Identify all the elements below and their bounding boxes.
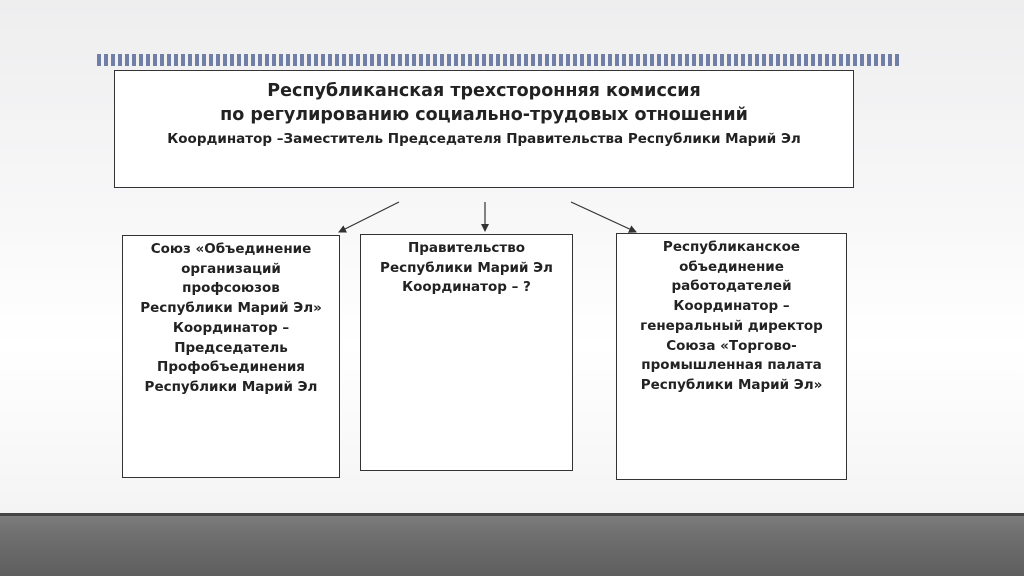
trade-unions-box	[122, 235, 340, 478]
government-line: Координатор – ?	[402, 279, 531, 296]
employers-line: объединение	[679, 258, 784, 275]
floor-edge	[0, 513, 1024, 516]
government-line: Правительство	[407, 240, 526, 256]
arrow-to-left	[339, 202, 399, 232]
employers-line: генеральный директор	[640, 317, 823, 334]
trade-unions-line: Председатель	[174, 339, 288, 356]
employers-line: Республики Марий Эл»	[640, 376, 823, 393]
employers-box	[616, 233, 847, 480]
employers-line: Координатор –	[673, 298, 790, 315]
employers-line: Союза «Торгово-	[666, 337, 797, 354]
trade-unions-line: профсоюзов	[182, 280, 280, 297]
trade-unions-line: Республики Марий Эл»	[140, 300, 322, 317]
trade-unions-line: организаций	[181, 260, 281, 277]
commission-title-line-1: Республиканская трехсторонняя комиссия	[267, 81, 701, 101]
trade-unions-line: Союз «Объединение	[150, 241, 312, 257]
employers-line: работодателей	[671, 278, 792, 295]
trade-unions-line: Республики Марий Эл	[144, 378, 318, 395]
floor-background	[0, 513, 1024, 576]
arrow-to-right	[571, 202, 636, 232]
employers-line: Республиканское	[662, 239, 801, 255]
employers-line: промышленная палата	[641, 357, 822, 374]
trade-unions-line: Профобъединения	[157, 359, 305, 376]
commission-coordinator: Координатор –Заместитель Председателя Правительства Республики Марий Эл	[167, 131, 801, 147]
government-box	[360, 234, 573, 471]
government-line: Республики Марий Эл	[380, 259, 553, 276]
commission-title-line-2: по регулированию социально-трудовых отношений	[220, 105, 748, 125]
trade-unions-line: Координатор –	[172, 319, 290, 336]
